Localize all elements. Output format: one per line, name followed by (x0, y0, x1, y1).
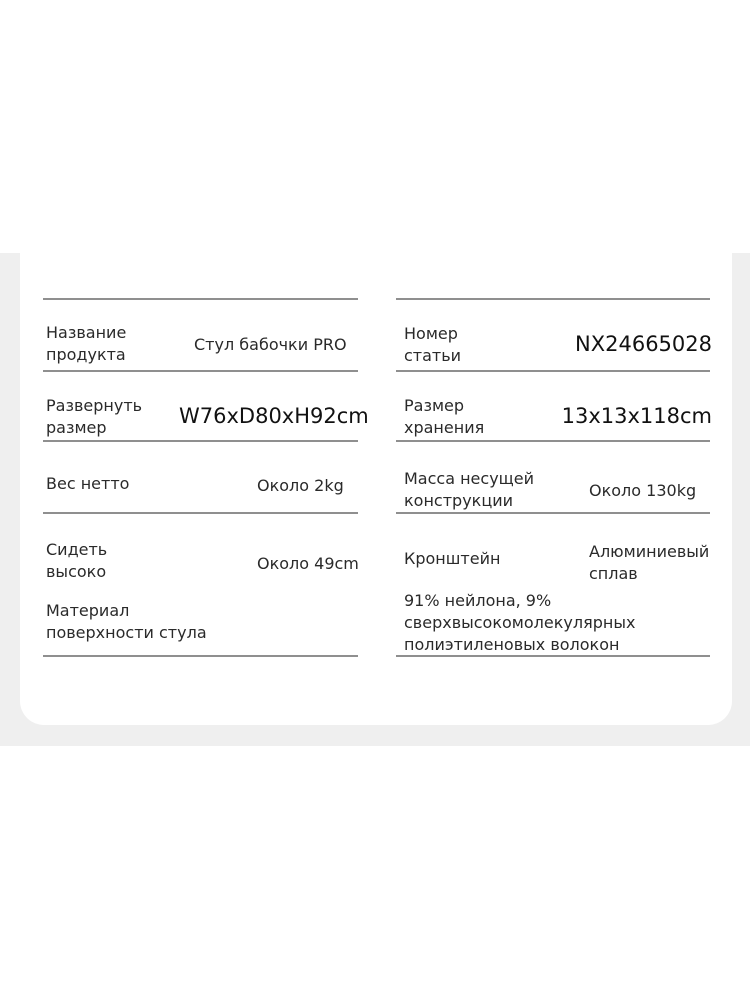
row-divider-right (396, 512, 710, 514)
row-divider-left (43, 440, 358, 442)
spec-label-net-weight: Вес нетто (46, 474, 130, 493)
spec-value-storage-size: 13x13x118cm (561, 404, 712, 428)
row-divider-right (396, 440, 710, 442)
spec-value-unfolded-size: W76xD80xH92cm (179, 404, 369, 428)
spec-value-product-name: Стул бабочки PRO (194, 335, 347, 354)
table-top-rule-right (396, 298, 710, 300)
spec-label-bracket: Кронштейн (404, 549, 501, 568)
row-divider-left (43, 512, 358, 514)
spec-value-seat-surface-material: 91% нейлона, 9% сверхвысокомолекулярных полиэтиленовых волокон (404, 591, 636, 654)
spec-value-net-weight: Около 2kg (257, 476, 344, 495)
spec-label-product-name: Название продукта (46, 323, 127, 364)
row-divider-right (396, 370, 710, 372)
spec-value-seat-height: Около 49cm (257, 554, 359, 573)
spec-label-article-number: Номер статьи (404, 324, 462, 365)
spec-label-storage-size: Размер хранения (404, 396, 485, 437)
table-bottom-rule-left (43, 655, 358, 657)
spec-label-seat-height: Сидеть высоко (46, 540, 108, 581)
table-top-rule-left (43, 298, 358, 300)
row-divider-left (43, 370, 358, 372)
spec-label-load-capacity: Масса несущей конструкции (404, 469, 534, 510)
spec-label-unfolded-size: Развернуть размер (46, 396, 143, 437)
spec-value-bracket: Алюминиевый сплав (589, 542, 710, 583)
spec-value-article-number: NX24665028 (575, 332, 712, 356)
spec-label-seat-surface-material: Материал поверхности стула (46, 601, 207, 642)
spec-value-load-capacity: Около 130kg (589, 481, 697, 500)
